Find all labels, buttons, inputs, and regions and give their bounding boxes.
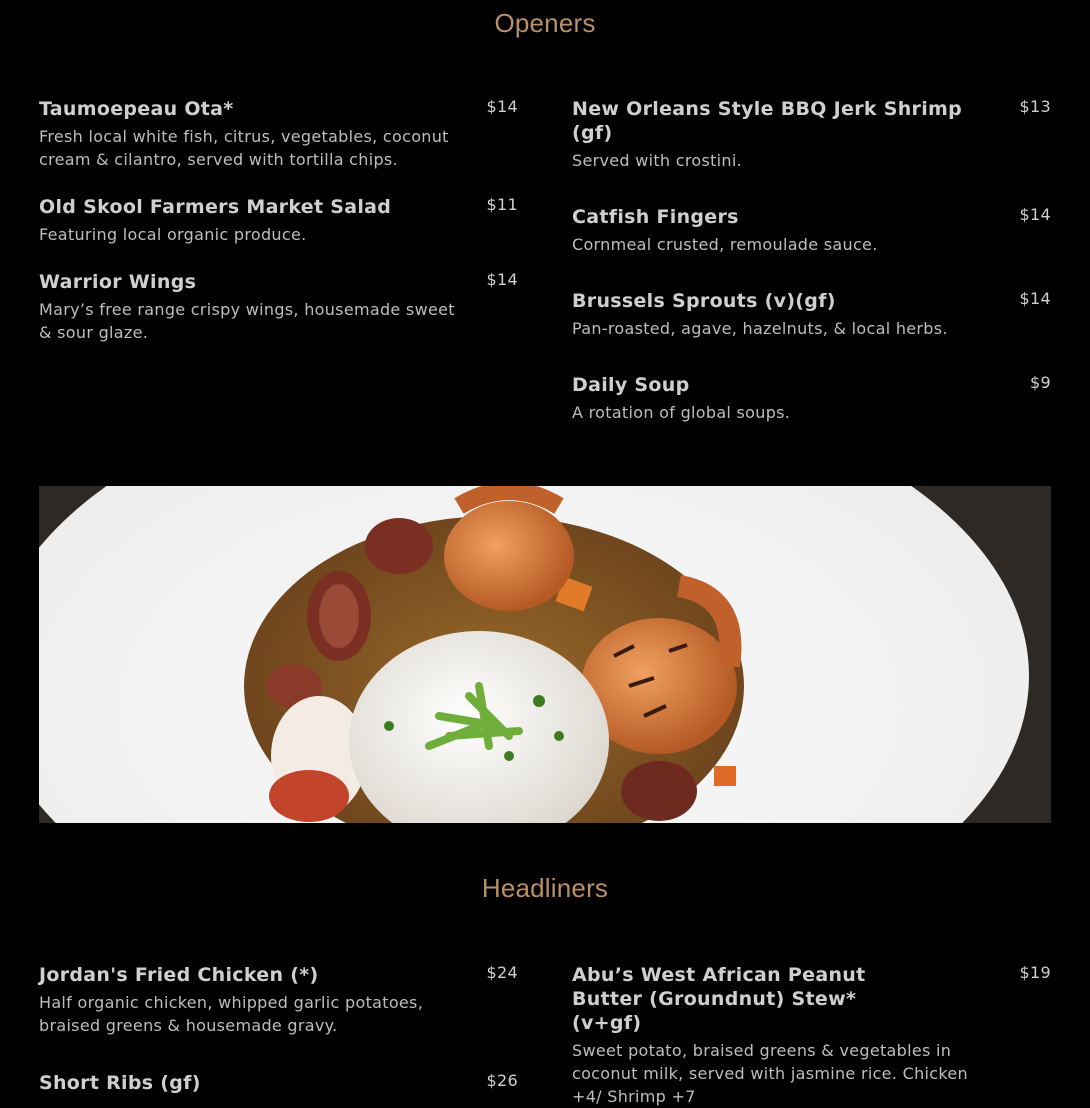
headliners-title: Headliners <box>481 873 609 903</box>
menu-item-price: $19 <box>1019 963 1051 982</box>
menu-item-name: Catfish Fingers <box>572 206 739 228</box>
menu-item-description: Featuring local organic produce. <box>39 225 307 244</box>
menu-item <box>572 963 1051 1108</box>
menu-item <box>572 373 1051 424</box>
menu-item-name: Abu’s West African Peanut Butter (Groundnut) Stew* (v+gf) <box>572 964 866 1034</box>
menu-item-name: Old Skool Farmers Market Salad <box>39 196 392 218</box>
menu-item-description: Fresh local white fish, citrus, vegetables, coconut cream & cilantro, served with tortilla chips. <box>39 127 449 169</box>
menu-item-price: $14 <box>486 97 518 116</box>
menu-item-description: Mary’s free range crispy wings, housemade sweet & sour glaze. <box>39 300 455 342</box>
menu-item-name: New Orleans Style BBQ Jerk Shrimp (gf) <box>572 98 963 144</box>
menu-item-name: Warrior Wings <box>39 271 197 293</box>
menu-item-description: Pan-roasted, agave, hazelnuts, & local herbs. <box>572 319 948 338</box>
menu-item-price: $14 <box>1019 205 1051 224</box>
menu-item-price: $9 <box>1030 373 1051 392</box>
menu-item-price: $13 <box>1019 97 1051 116</box>
menu-item-price: $26 <box>486 1071 518 1090</box>
menu-item-description: Cornmeal crusted, remoulade sauce. <box>572 235 878 254</box>
menu-item <box>39 1071 518 1095</box>
menu-item-price: $11 <box>486 195 518 214</box>
headliners-right-column <box>572 963 1051 1108</box>
openers-title: Openers <box>494 8 596 38</box>
menu-item-name: Short Ribs (gf) <box>39 1072 201 1094</box>
menu-item-description: Served with crostini. <box>572 151 743 170</box>
menu-item-description: Half organic chicken, whipped garlic potatoes, braised greens & housemade gravy. <box>39 993 424 1035</box>
menu-item-name: Brussels Sprouts (v)(gf) <box>572 290 836 312</box>
menu-item <box>572 205 1051 256</box>
gumbo-dish-image <box>39 486 1051 823</box>
menu-item <box>572 289 1051 340</box>
menu-item-name: Daily Soup <box>572 374 690 396</box>
menu-item-price: $14 <box>486 270 518 289</box>
menu-item <box>39 963 518 1037</box>
menu-item-price: $24 <box>486 963 518 982</box>
food-photo <box>39 486 1051 823</box>
headliners-left-column <box>39 963 518 1095</box>
menu-item <box>39 195 518 246</box>
menu-item-description: A rotation of global soups. <box>572 403 791 422</box>
openers-right-column <box>572 97 1051 424</box>
menu-item <box>39 270 518 344</box>
menu-item-description: Sweet potato, braised greens & vegetables in coconut milk, served with jasmine rice. Chicken +4/ Shrimp +7 <box>572 1041 968 1106</box>
menu-item-name: Jordan's Fried Chicken (*) <box>39 964 319 986</box>
menu-item-price: $14 <box>1019 289 1051 308</box>
menu-item <box>39 97 518 171</box>
menu-item <box>572 97 1051 172</box>
menu-item-name: Taumoepeau Ota* <box>39 98 234 120</box>
openers-left-column <box>39 97 518 344</box>
